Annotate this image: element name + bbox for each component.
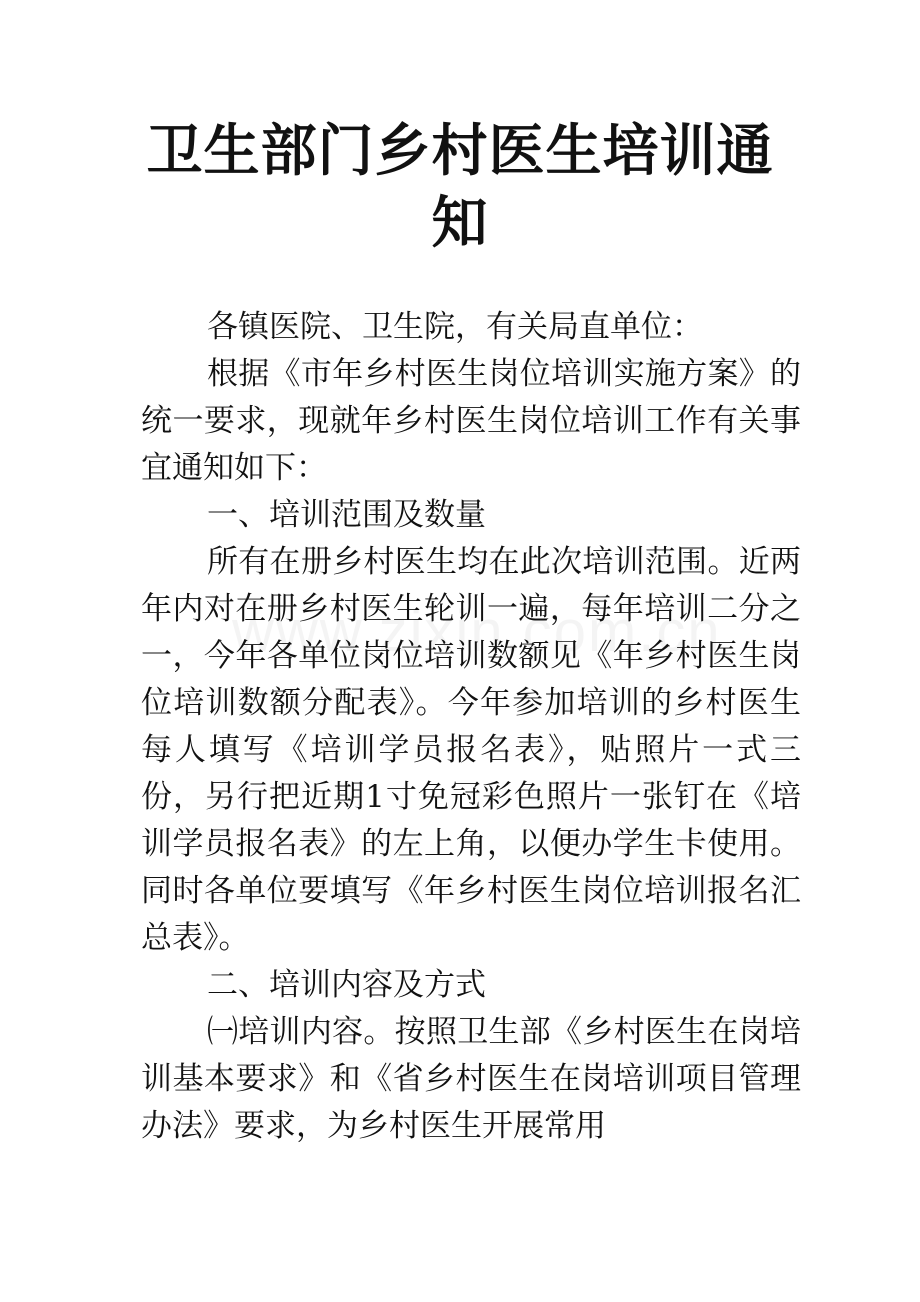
salutation-paragraph: 各镇医院、卫生院，有关局直单位： <box>207 309 703 345</box>
document-body <box>141 304 801 1150</box>
content-paragraph: ㈠培训内容。按照卫生部《乡村医生在岗培训基本要求》和《省乡村医生在岗培训项目管理办法》要求，为乡村医生开展常用 <box>141 1014 801 1144</box>
section-heading-scope: 一、培训范围及数量 <box>207 497 486 533</box>
document-title: 卫生部门乡村医生培训通知 <box>146 119 774 256</box>
intro-paragraph: 根据《市年乡村医生岗位培训实施方案》的统一要求，现就年乡村医生岗位培训工作有关事宜通知如下： <box>141 356 801 486</box>
scope-paragraph: 所有在册乡村医生均在此次培训范围。近两年内对在册乡村医生轮训一遍，每年培训二分之一，今年各单位岗位培训数额见《年乡村医生岗位培训数额分配表》。今年参加培训的乡村医生每人填写《培训学员报名表》，贴照片一式三份，另行把近期1寸免冠彩色照片一张钉在《培训学员报名表》的左上角，以便办学生卡使用。同时各单位要填写《年乡村医生岗位培训报名汇总表》。 <box>141 544 801 956</box>
section-heading-content: 二、培训内容及方式 <box>207 967 486 1003</box>
